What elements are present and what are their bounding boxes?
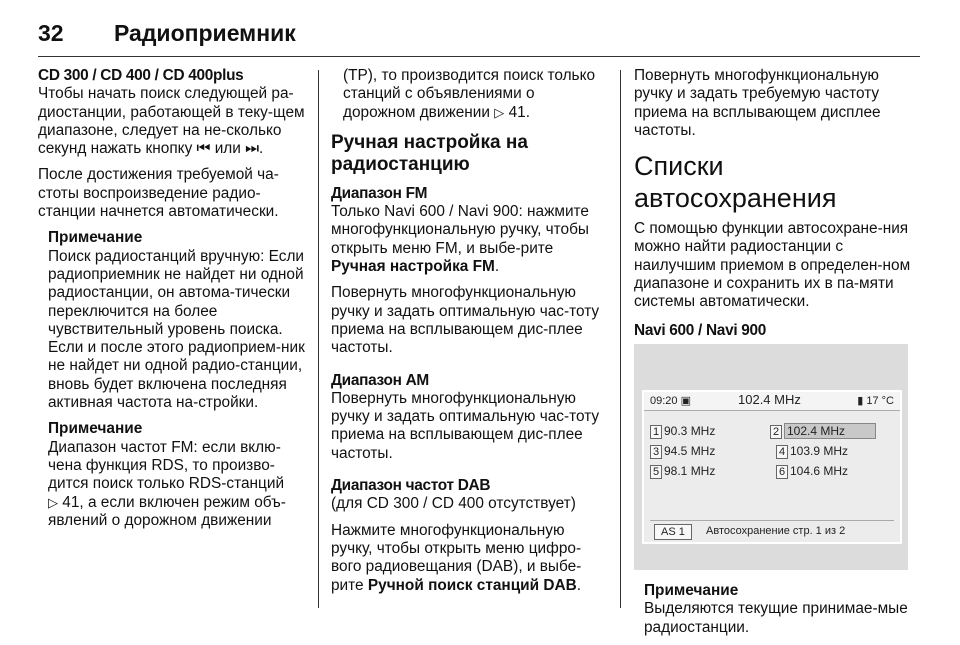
dab-menu-item: Ручной поиск станций DAB — [367, 576, 577, 594]
autostore-bar — [650, 520, 894, 538]
preset-item[interactable]: 5 98.1 MHz — [650, 464, 715, 479]
page-ref-icon: ▷ — [48, 494, 58, 510]
am-paragraph: Повернуть многофункциональную ручку и задать оптимальную час-тоту приема на всплывающем дис-плее частоты. — [331, 389, 600, 462]
preset-item[interactable]: 1 90.3 MHz — [650, 424, 715, 439]
note-manual-search — [38, 229, 308, 412]
fm-heading: Диапазон FM — [331, 184, 428, 202]
cd-models-heading: CD 300 / CD 400 / CD 400plus — [38, 67, 244, 84]
page-ref-icon: ▷ — [494, 104, 505, 120]
autostore-paragraph: С помощью функции автосохране-ния можно найти радиостанции с наилучшим приемом в определен-ном диапазоне и сохранить их в па-мяти системы автоматически. — [634, 220, 911, 311]
column-2 — [331, 67, 606, 603]
column-divider-1 — [318, 70, 319, 608]
note-title: Примечание — [48, 420, 143, 438]
page-ref[interactable]: 41 — [508, 103, 526, 121]
seek-back-icon: ⏮ — [196, 140, 211, 158]
preset-item[interactable]: 6 104.6 MHz — [776, 464, 848, 479]
fm-paragraph-1: Только Navi 600 / Navi 900: нажмите многофункциональную ручку, чтобы открыть меню FM, и выбе-рите Ручная настройка FM. — [331, 203, 589, 276]
am-heading: Диапазон AM — [331, 371, 429, 389]
dab-paragraph-2: Нажмите многофункциональную ручку, чтобы открыть меню цифро-вого радиовещания (DAB), и выбе-рите Ручной поиск станций DAB. — [331, 521, 582, 594]
page-title: Радиоприемник — [114, 20, 296, 46]
note-fm-rds — [38, 420, 308, 530]
tune-paragraph: Повернуть многофункциональную ручку и задать требуемую частоту приема на всплывающем дисплее частоты. — [634, 67, 881, 139]
current-frequency: 102.4 MHz — [738, 391, 801, 407]
navi-heading: Navi 600 / Navi 900 — [634, 321, 767, 339]
section-heading-autostore: Списки автосохранения — [634, 151, 837, 214]
tp-paragraph: (TP), то производится поиск только станций с объявлениями о дорожном движении ▷ 41. — [343, 67, 596, 121]
seek-forward-icon: ⏭ — [245, 140, 260, 158]
dab-heading: Диапазон частот DAB — [331, 477, 491, 495]
preset-item-selected[interactable]: 2 102.4 MHz — [770, 424, 876, 439]
fm-paragraph-2: Повернуть многофункциональную ручку и задать оптимальную час-тоту приема на всплывающем дис-плее частоты. — [331, 284, 600, 357]
note-title: Примечание — [48, 229, 143, 247]
note-text: Диапазон частот FM: если вклю-чена функция RDS, то произво-дится поиск только RDS-станций ▷ 41, а если включен режим объ-явлений о дорожном движении — [48, 438, 286, 529]
page-number: 32 — [38, 20, 64, 46]
autostore-page-label: Автосохранение стр. 1 из 2 — [706, 524, 846, 537]
section-heading-manual-tuning: Ручная настройка на радиостанцию — [331, 131, 528, 175]
radio-icon: ▣ — [680, 394, 691, 407]
radio-display-image — [634, 344, 908, 570]
as-button[interactable]: AS 1 — [654, 524, 692, 540]
auto-play-paragraph: После достижения требуемой ча-стоты воспроизведение радио-станции начнется автоматически. — [38, 166, 279, 221]
page-ref[interactable]: 41 — [62, 493, 80, 511]
preset-item[interactable]: 3 94.5 MHz — [650, 444, 715, 459]
column-3 — [634, 67, 919, 645]
radio-lcd — [642, 390, 902, 544]
preset-item[interactable]: 4 103.9 MHz — [776, 444, 848, 459]
lcd-status-bar — [644, 392, 900, 411]
header-rule — [38, 56, 920, 57]
fm-menu-item: Ручная настройка FM — [331, 258, 495, 276]
temperature: ▮ 17 °C — [857, 394, 894, 407]
column-divider-2 — [620, 70, 621, 608]
clock: 09:20 ▣ — [650, 394, 691, 407]
seek-paragraph: Чтобы начать поиск следующей ра-диостанции, работающей в теку-щем диапазоне, следует на не-сколько секунд нажать кнопку ⏮ или ⏭. — [38, 85, 305, 158]
note-title: Примечание — [644, 581, 739, 599]
thermometer-icon: ▮ — [857, 394, 864, 407]
note-highlight — [634, 582, 919, 637]
note-text: Выделяются текущие принимае-мые радиостанции. — [644, 600, 908, 636]
column-1 — [38, 67, 308, 538]
dab-paragraph-1: (для CD 300 / CD 400 отсутствует) — [331, 495, 576, 513]
note-text: Поиск радиостанций вручную: Если радиоприемник не найдет ни одной радиостанции, он автома-тически переключится на более чувствительный уровень поиска. Если и после этого радиоприем-ник не найдет ни одной радио-станции, вновь будет включена последняя активная частота на-стройки. — [48, 247, 305, 412]
